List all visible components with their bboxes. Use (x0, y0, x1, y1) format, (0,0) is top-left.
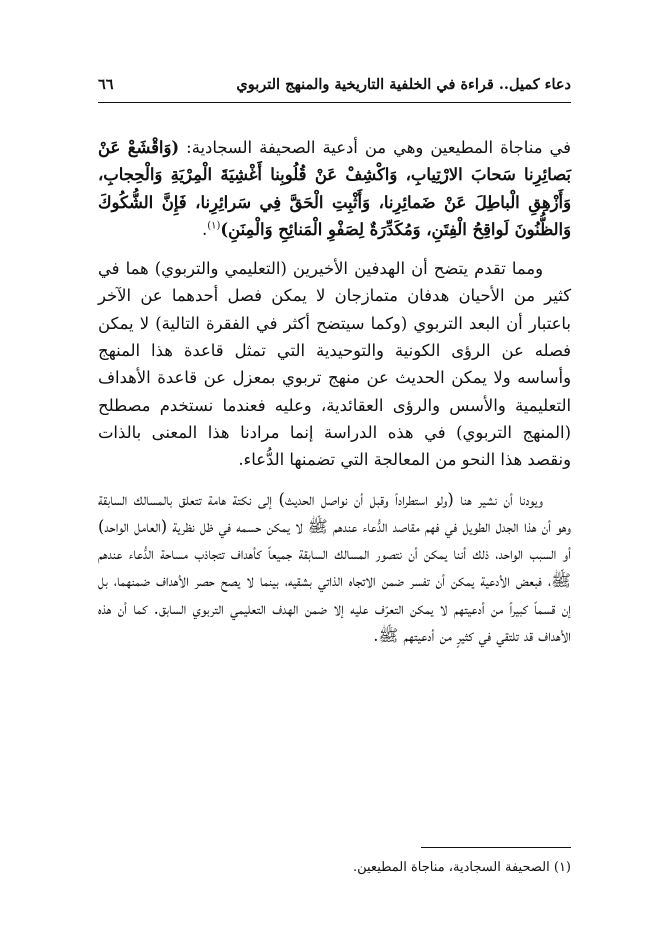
paragraph-1-end: . (201, 219, 208, 239)
footnote-reference[interactable]: (١) (207, 220, 221, 232)
running-title: دعاء كميل.. قراءة في الخلفية التاريخية والمنهج التربوي (236, 76, 571, 93)
paragraph-2: ومما تقدم يتضح أن الهدفين الأخيرين (التعليمي والتربوي) هما في كثير من الأحيان هدفان متمازجان لا يمكن فصل أحدهما عن الآخر باعتبار أن البعد التربوي (وكما سيتضح أكثر في الفقرة التالية) لا يمكن فصله عن الرؤى الكونية والتوحيدية التي تمثل قاعدة هذا المنهج وأساسه ولا يمكن الحديث عن منهج تربوي بمعزل عن قاعدة الأهداف التعليمية والأسس والرؤى العقائدية، وعليه فعندما نستخدم مصطلح (المنهج التربوي) في هذه الدراسة إنما مرادنا هذا المعنى بالذات ونقصد هذا النحو من المعالجة التي تضمنها الدُّعاء. (98, 259, 571, 470)
paragraph-1-intro: في مناجاة المطيعين وهي من أدعية الصحيفة السجادية: (179, 138, 571, 157)
footnote: (١) الصحيفة السجادية، مناجاة المطيعين. (352, 860, 571, 875)
running-header (98, 76, 571, 93)
body-text (98, 134, 571, 661)
paragraph-3: ويودنا أن نشير هنا (ولو استطراداً وقبل أن نواصل الحديث) إلى نكتة هامة تتعلق بالمسالك السابقة وهو أن هذا الجدل الطويل في فهم مقاصد الدُّعاء عندهم ﷺ لا يمكن حسمه في ظل نظرية (العامل الواحد) أو السبب الواحد، ذلك أننا يمكن أن نتصور المسالك السابقة جميعاً كأهداف تتجاذب مساحة الدُّعاء عندهم ﷺ، فبعض الأدعية يمكن أن تفسر ضمن الاتجاه الذاتي بشقيه، بينما لا يصح حصر الأهداف ضمنهما، بل إن قسماً كبيراً من أدعيتهم لا يمكن التعرّف عليه إلا ضمن الهدف التعليمي التربوي السابق. كما أن هذه الأهداف قد تلتقي في كثيرٍ من أدعيتهم ﷺ. (98, 489, 571, 646)
page-number: ٦٦ (98, 76, 114, 93)
paragraph-1 (98, 134, 571, 243)
supplication-quote: (وَاقْشَعْ عَنْ بَصائِرِنا سَحابَ الارْتِيابِ، وَاكْشِفْ عَنْ قُلُوبِنا أَغْشِيَةَ الْمِرْيَةِ وَالْحِجابِ، وَأَزْهِقِ الْباطِلَ عَنْ ضَمائِرِنا، وَأَثْبِتِ الْحَقَّ فِي سَرائِرِنا، فَإِنَّ الشُّكُوكَ وَالظُّنُونَ لَواقِحُ الْفِتَنِ، وَمُكَدِّرَةٌ لِصَفْوِ الْمَنائِحِ وَالْمِنَنِ) (98, 138, 571, 239)
footnote-rule (421, 847, 571, 848)
header-rule (98, 102, 571, 103)
